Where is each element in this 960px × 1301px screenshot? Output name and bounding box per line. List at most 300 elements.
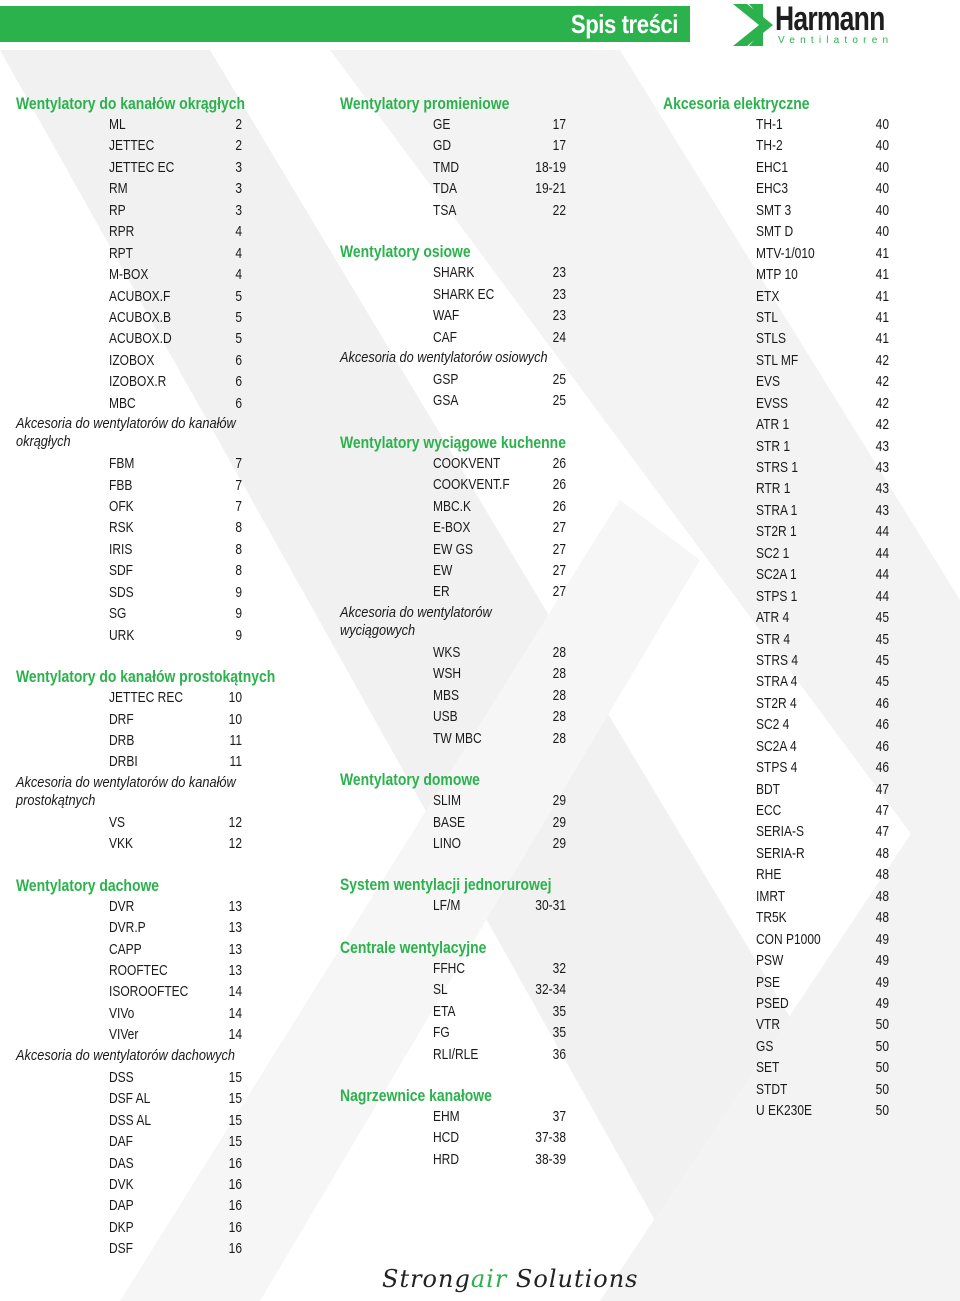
- toc-entry[interactable]: [16, 1238, 316, 1259]
- toc-entry[interactable]: [340, 114, 640, 135]
- entry-page: 12: [228, 813, 242, 831]
- toc-entry[interactable]: [16, 157, 316, 178]
- entry-page: 13: [228, 940, 242, 958]
- toc-entry[interactable]: [16, 730, 316, 751]
- entry-page: 29: [552, 792, 566, 810]
- toc-entry[interactable]: [663, 800, 953, 821]
- entry-name: EW: [433, 562, 453, 579]
- entry-name: CAF: [433, 328, 457, 346]
- toc-entry[interactable]: [16, 1003, 316, 1024]
- entry-name: JETTEC: [109, 137, 155, 155]
- entry-name: TW MBC: [433, 729, 482, 747]
- entry-name: STL: [756, 308, 779, 326]
- toc-entry[interactable]: [663, 457, 953, 478]
- entry-name: DAS: [109, 1154, 134, 1172]
- toc-entry[interactable]: [663, 1057, 953, 1078]
- toc-entry[interactable]: [340, 958, 640, 979]
- entry-page: 24: [552, 328, 566, 346]
- toc-entry[interactable]: [340, 1106, 640, 1127]
- entry-page: 13: [228, 962, 242, 979]
- toc-entry[interactable]: [663, 736, 953, 757]
- toc-entry[interactable]: [663, 1100, 953, 1121]
- entry-page: 15: [228, 1111, 242, 1129]
- entry-page: 46: [875, 737, 889, 755]
- entry-name: SERIA-S: [756, 823, 805, 841]
- entry-page: 27: [552, 562, 566, 579]
- harmann-logo: [733, 0, 903, 46]
- entry-name: IZOBOX.R: [109, 373, 167, 391]
- entry-name: GSA: [433, 392, 459, 410]
- toc-entry[interactable]: [340, 453, 640, 474]
- entry-name: STRS 1: [756, 459, 799, 476]
- toc-entry[interactable]: [340, 200, 640, 221]
- toc-entry[interactable]: [16, 981, 316, 1002]
- entry-name: TDA: [433, 180, 457, 198]
- toc-entry[interactable]: [663, 521, 953, 542]
- entry-name: SDS: [109, 583, 134, 601]
- toc-entry[interactable]: [340, 790, 640, 811]
- entry-name: COOKVENT.F: [433, 476, 510, 494]
- entry-page: 47: [875, 780, 889, 798]
- toc-entry[interactable]: [16, 896, 316, 917]
- entry-page: 25: [552, 392, 566, 410]
- entry-page: 44: [875, 587, 889, 605]
- entry-page: 49: [875, 994, 889, 1012]
- entry-page: 44: [875, 566, 889, 584]
- section-heading: System wentylacji jednorurowej: [340, 875, 552, 895]
- toc-entry[interactable]: [340, 1022, 640, 1043]
- entry-name: EVS: [756, 373, 781, 391]
- toc-entry[interactable]: [340, 706, 640, 727]
- toc-entry[interactable]: [16, 350, 316, 371]
- toc-entry[interactable]: [16, 687, 316, 708]
- toc-entry[interactable]: [663, 264, 953, 285]
- entry-page: 6: [235, 394, 242, 412]
- toc-entry[interactable]: [663, 478, 953, 499]
- entry-page: 48: [875, 887, 889, 905]
- toc-entry[interactable]: [663, 286, 953, 307]
- toc-entry[interactable]: [16, 917, 316, 938]
- entry-name: ACUBOX.F: [109, 287, 171, 305]
- entry-page: 48: [875, 909, 889, 927]
- entry-name: VIVer: [109, 1026, 139, 1044]
- entry-name: SDF: [109, 562, 133, 580]
- entry-name: ML: [109, 116, 126, 133]
- toc-entry[interactable]: [16, 960, 316, 981]
- entry-page: 37-38: [535, 1129, 566, 1147]
- toc-entry[interactable]: [16, 625, 316, 646]
- section-heading: Wentylatory do kanałów okrągłych: [16, 94, 246, 113]
- entry-name: VTR: [756, 1016, 780, 1034]
- toc-entry[interactable]: [16, 582, 316, 603]
- entry-name: DVK: [109, 1175, 134, 1193]
- entry-name: TSA: [433, 201, 457, 219]
- entry-page: 23: [552, 307, 566, 325]
- entry-name: ROOFTEC: [109, 962, 168, 979]
- toc-entry[interactable]: [340, 1127, 640, 1148]
- entry-name: VKK: [109, 835, 134, 853]
- entry-name: ST2R 1: [756, 523, 797, 541]
- section-heading: Centrale wentylacyjne: [340, 937, 487, 957]
- entry-page: 16: [228, 1154, 242, 1172]
- toc-entry[interactable]: [663, 907, 953, 928]
- toc-entry[interactable]: [340, 895, 640, 916]
- toc-entry[interactable]: [663, 157, 953, 178]
- entry-name: MBC: [109, 394, 136, 412]
- entry-name: GD: [433, 137, 451, 155]
- entry-page: 27: [552, 519, 566, 537]
- entry-page: 27: [552, 583, 566, 601]
- entry-name: DSF AL: [109, 1090, 151, 1108]
- entry-name: RSK: [109, 519, 134, 537]
- entry-page: 36: [552, 1045, 566, 1063]
- toc-entry[interactable]: [663, 328, 953, 349]
- entry-name: LF/M: [433, 897, 461, 915]
- entry-name: EVSS: [756, 394, 789, 412]
- entry-page: 27: [552, 540, 566, 558]
- entry-page: 19-21: [535, 180, 566, 198]
- toc-entry[interactable]: [16, 243, 316, 264]
- entry-page: 50: [875, 1059, 889, 1077]
- logo-subtitle: Ventilatoren: [778, 35, 894, 46]
- toc-entry[interactable]: [16, 1217, 316, 1238]
- entry-page: 46: [875, 759, 889, 777]
- toc-entry[interactable]: [16, 496, 316, 517]
- entry-page: 45: [875, 651, 889, 669]
- toc-entry[interactable]: [663, 586, 953, 607]
- toc-entry[interactable]: [663, 972, 953, 993]
- entry-name: IMRT: [756, 887, 786, 905]
- entry-page: 23: [552, 264, 566, 282]
- entry-name: JETTEC REC: [109, 689, 184, 707]
- toc-entry[interactable]: [663, 757, 953, 778]
- entry-page: 2: [235, 116, 242, 133]
- entry-page: 41: [875, 244, 889, 262]
- entry-page: 9: [235, 583, 242, 601]
- entry-page: 8: [235, 562, 242, 580]
- entry-page: 6: [235, 351, 242, 369]
- entry-page: 13: [228, 897, 242, 915]
- entry-name: SET: [756, 1059, 780, 1077]
- toc-entry[interactable]: [16, 812, 316, 833]
- toc-entry[interactable]: [340, 474, 640, 495]
- entry-page: 28: [552, 643, 566, 661]
- toc-entry[interactable]: [340, 178, 640, 199]
- toc-entry[interactable]: [663, 135, 953, 156]
- toc-entry[interactable]: [663, 350, 953, 371]
- toc-entry[interactable]: [16, 200, 316, 221]
- entry-page: 32-34: [535, 981, 566, 999]
- toc-entry[interactable]: [663, 779, 953, 800]
- toc-entry[interactable]: [16, 939, 316, 960]
- toc-entry[interactable]: [340, 812, 640, 833]
- toc-entry[interactable]: [663, 843, 953, 864]
- entry-name: HRD: [433, 1150, 459, 1168]
- toc-column-2: [340, 93, 640, 1170]
- toc-entry[interactable]: [663, 671, 953, 692]
- toc-entry[interactable]: [16, 1067, 316, 1088]
- entry-name: WKS: [433, 643, 461, 661]
- entry-name: STR 4: [756, 630, 791, 648]
- entry-page: 15: [228, 1133, 242, 1151]
- entry-name: DKP: [109, 1218, 134, 1236]
- toc-entry[interactable]: [340, 979, 640, 1000]
- entry-page: 9: [235, 605, 242, 623]
- slogan-part-3: Solutions: [507, 1265, 639, 1293]
- toc-entry[interactable]: [16, 307, 316, 328]
- entry-page: 42: [875, 416, 889, 434]
- toc-entry[interactable]: [16, 264, 316, 285]
- entry-name: EHM: [433, 1108, 460, 1125]
- entry-page: 8: [235, 519, 242, 537]
- toc-entry[interactable]: [663, 693, 953, 714]
- entry-name: SHARK: [433, 264, 475, 282]
- entry-name: IZOBOX: [109, 351, 155, 369]
- toc-entry[interactable]: [16, 1195, 316, 1216]
- toc-entry[interactable]: [340, 560, 640, 581]
- toc-entry[interactable]: [16, 178, 316, 199]
- entry-page: 45: [875, 630, 889, 648]
- entry-page: 29: [552, 813, 566, 831]
- entry-name: DSS: [109, 1068, 134, 1086]
- entry-page: 40: [875, 223, 889, 241]
- logo-mark-icon: [733, 4, 777, 46]
- toc-entry[interactable]: [16, 135, 316, 156]
- entry-name: SC2 4: [756, 716, 790, 734]
- entry-name: ECC: [756, 802, 782, 819]
- toc-entry[interactable]: [16, 751, 316, 772]
- toc-entry[interactable]: [16, 1131, 316, 1152]
- entry-page: 5: [235, 287, 242, 305]
- entry-page: 43: [875, 480, 889, 498]
- logo-name: Harmann: [775, 0, 885, 38]
- toc-entry[interactable]: [16, 328, 316, 349]
- toc-entry[interactable]: [340, 1001, 640, 1022]
- toc-entry[interactable]: [663, 393, 953, 414]
- entry-page: 49: [875, 973, 889, 991]
- toc-entry[interactable]: [663, 414, 953, 435]
- entry-page: 3: [235, 158, 242, 176]
- toc-entry[interactable]: [663, 864, 953, 885]
- entry-name: ER: [433, 583, 450, 601]
- entry-name: ACUBOX.D: [109, 330, 172, 348]
- slogan-part-2: air: [470, 1265, 508, 1293]
- entry-page: 16: [228, 1240, 242, 1258]
- toc-entry[interactable]: [340, 833, 640, 854]
- entry-name: CAPP: [109, 940, 142, 958]
- entry-name: GSP: [433, 370, 459, 388]
- entry-name: SC2A 1: [756, 566, 797, 584]
- entry-page: 47: [875, 823, 889, 841]
- entry-name: LINO: [433, 834, 462, 852]
- toc-entry[interactable]: [340, 390, 640, 411]
- toc-entry[interactable]: [16, 1024, 316, 1045]
- toc-entry[interactable]: [340, 135, 640, 156]
- toc-entry[interactable]: [663, 178, 953, 199]
- section-heading: Wentylatory dachowe: [16, 875, 160, 895]
- footer-slogan: [382, 1265, 639, 1293]
- toc-entry[interactable]: [663, 714, 953, 735]
- entry-name: EHC1: [756, 158, 789, 176]
- toc-entry[interactable]: [340, 1044, 640, 1065]
- entry-page: 46: [875, 716, 889, 734]
- entry-name: RTR 1: [756, 480, 791, 498]
- toc-entry[interactable]: [663, 1014, 953, 1035]
- entry-name: FFHC: [433, 959, 465, 977]
- entry-page: 45: [875, 609, 889, 627]
- toc-entry[interactable]: [340, 663, 640, 684]
- entry-name: PSW: [756, 952, 784, 970]
- toc-entry[interactable]: [663, 564, 953, 585]
- toc-entry[interactable]: [16, 286, 316, 307]
- entry-page: 41: [875, 330, 889, 348]
- toc-entry[interactable]: [340, 327, 640, 348]
- entry-page: 28: [552, 665, 566, 683]
- entry-page: 40: [875, 180, 889, 198]
- toc-entry[interactable]: [340, 305, 640, 326]
- toc-entry[interactable]: [663, 221, 953, 242]
- toc-entry[interactable]: [16, 539, 316, 560]
- toc-entry[interactable]: [340, 642, 640, 663]
- toc-entry[interactable]: [663, 243, 953, 264]
- toc-entry[interactable]: [663, 307, 953, 328]
- entry-name: HCD: [433, 1129, 459, 1147]
- toc-entry[interactable]: [663, 543, 953, 564]
- toc-entry[interactable]: [663, 607, 953, 628]
- toc-entry[interactable]: [663, 114, 953, 135]
- entry-name: DAF: [109, 1133, 133, 1151]
- entry-name: E-BOX: [433, 519, 471, 537]
- toc-entry[interactable]: [663, 950, 953, 971]
- toc-entry[interactable]: [16, 709, 316, 730]
- toc-entry[interactable]: [663, 650, 953, 671]
- toc-entry[interactable]: [16, 1174, 316, 1195]
- entry-page: 50: [875, 1080, 889, 1098]
- toc-entry[interactable]: [663, 929, 953, 950]
- entry-page: 46: [875, 694, 889, 712]
- entry-page: 7: [235, 455, 242, 473]
- entry-name: STPS 4: [756, 759, 798, 777]
- toc-entry[interactable]: [340, 517, 640, 538]
- entry-name: RHE: [756, 866, 782, 884]
- toc-entry[interactable]: [16, 1153, 316, 1174]
- entry-name: EHC3: [756, 180, 789, 198]
- entry-name: WSH: [433, 665, 461, 683]
- toc-entry[interactable]: [663, 200, 953, 221]
- toc-entry[interactable]: [16, 393, 316, 414]
- toc-entry[interactable]: [663, 1079, 953, 1100]
- section-heading: Akcesoria elektryczne: [663, 94, 810, 113]
- entry-name: ISOROOFTEC: [109, 983, 189, 1001]
- toc-entry[interactable]: [16, 221, 316, 242]
- entry-page: 26: [552, 497, 566, 515]
- toc-entry[interactable]: [340, 284, 640, 305]
- entry-name: STRA 4: [756, 673, 798, 691]
- toc-entry[interactable]: [16, 560, 316, 581]
- entry-name: STDT: [756, 1080, 788, 1098]
- toc-entry[interactable]: [663, 629, 953, 650]
- entry-name: M-BOX: [109, 266, 149, 284]
- toc-entry[interactable]: [663, 821, 953, 842]
- entry-name: U EK230E: [756, 1102, 813, 1120]
- toc-entry[interactable]: [340, 496, 640, 517]
- entry-name: DSS AL: [109, 1111, 152, 1129]
- toc-entry[interactable]: [663, 886, 953, 907]
- entry-name: USB: [433, 708, 458, 726]
- toc-entry[interactable]: [663, 436, 953, 457]
- toc-entry[interactable]: [340, 539, 640, 560]
- toc-entry[interactable]: [340, 581, 640, 602]
- entry-page: 44: [875, 523, 889, 541]
- entry-name: TH-1: [756, 116, 783, 133]
- entry-name: DAP: [109, 1197, 134, 1215]
- entry-name: DVR: [109, 897, 135, 915]
- toc-entry[interactable]: [16, 1088, 316, 1109]
- entry-page: 28: [552, 729, 566, 747]
- entry-name: CON P1000: [756, 930, 821, 948]
- entry-page: 5: [235, 330, 242, 348]
- toc-entry[interactable]: [340, 728, 640, 749]
- entry-name: VS: [109, 813, 126, 831]
- toc-entry[interactable]: [340, 685, 640, 706]
- toc-entry[interactable]: [16, 475, 316, 496]
- section-heading: Nagrzewnice kanałowe: [340, 1086, 492, 1105]
- entry-page: 29: [552, 834, 566, 852]
- entry-page: 32: [552, 959, 566, 977]
- entry-name: FBB: [109, 476, 133, 494]
- entry-page: 26: [552, 454, 566, 472]
- entry-page: 10: [228, 710, 242, 728]
- toc-entry[interactable]: [340, 1149, 640, 1170]
- toc-entry[interactable]: [16, 114, 316, 135]
- section-heading: Wentylatory do kanałów prostokątnych: [16, 667, 276, 687]
- entry-name: DRB: [109, 731, 135, 749]
- toc-entry[interactable]: [16, 371, 316, 392]
- entry-name: MTP 10: [756, 266, 798, 284]
- entry-page: 18-19: [535, 158, 566, 176]
- toc-entry[interactable]: [663, 500, 953, 521]
- entry-name: SMT D: [756, 223, 794, 241]
- toc-entry[interactable]: [663, 371, 953, 392]
- entry-page: 43: [875, 459, 889, 476]
- entry-page: 35: [552, 1024, 566, 1042]
- subsection-heading: Akcesoria do wentylatorów wyciągowych: [340, 603, 492, 639]
- entry-name: SHARK EC: [433, 285, 495, 303]
- toc-entry[interactable]: [16, 1110, 316, 1131]
- toc-entry[interactable]: [16, 603, 316, 624]
- toc-entry[interactable]: [663, 993, 953, 1014]
- entry-name: VIVo: [109, 1004, 135, 1022]
- entry-name: BASE: [433, 813, 466, 831]
- entry-name: IRIS: [109, 540, 133, 558]
- entry-page: 35: [552, 1002, 566, 1020]
- toc-entry[interactable]: [340, 369, 640, 390]
- entry-page: 50: [875, 1102, 889, 1120]
- toc-entry[interactable]: [16, 453, 316, 474]
- entry-name: MTV-1/010: [756, 244, 815, 262]
- entry-name: STPS 1: [756, 587, 798, 605]
- entry-name: SLIM: [433, 792, 462, 810]
- entry-page: 12: [228, 835, 242, 853]
- entry-page: 13: [228, 919, 242, 937]
- toc-entry[interactable]: [16, 517, 316, 538]
- toc-entry[interactable]: [340, 262, 640, 283]
- toc-entry[interactable]: [340, 157, 640, 178]
- toc-entry[interactable]: [663, 1036, 953, 1057]
- toc-entry[interactable]: [16, 833, 316, 854]
- entry-page: 5: [235, 308, 242, 326]
- entry-page: 15: [228, 1068, 242, 1086]
